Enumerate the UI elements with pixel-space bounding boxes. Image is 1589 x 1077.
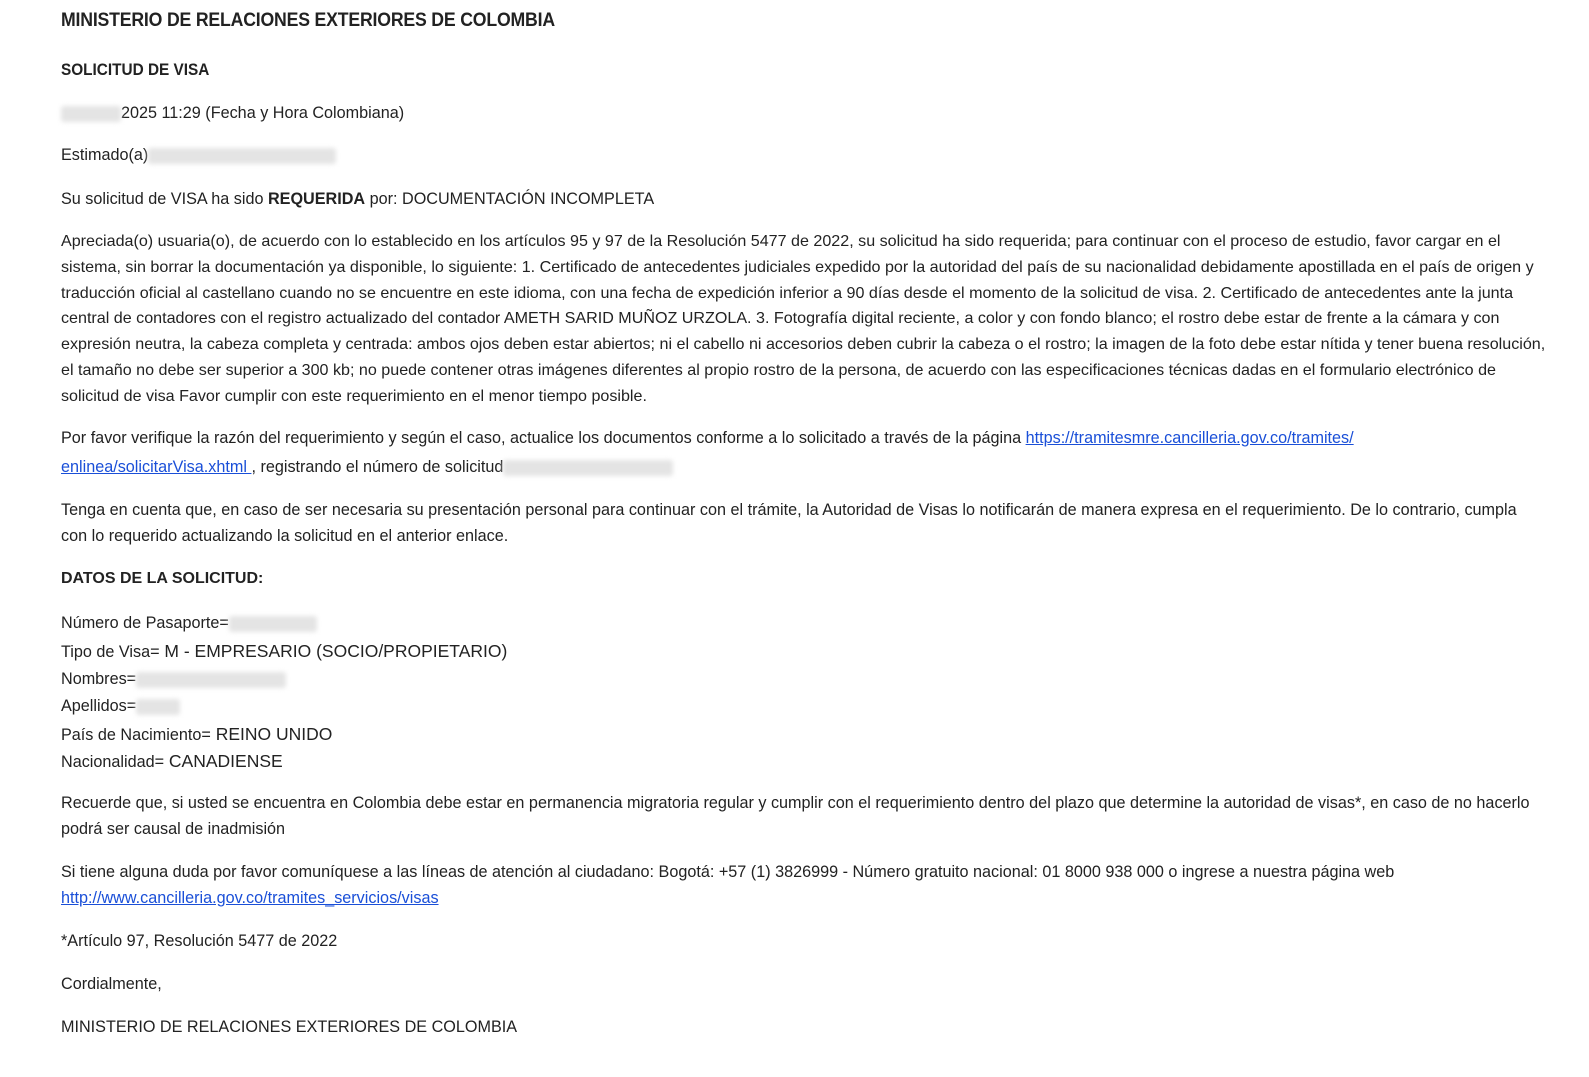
greeting-line [61,142,336,168]
greeting-prefix: Estimado(a) [61,146,149,164]
status-line [61,186,654,212]
names-row [61,666,286,692]
passport-row [61,610,317,636]
verify-line-1 [61,425,1354,451]
presentation-note: Tenga en cuenta que, en caso de ser necesaria su presentación personal para continuar con el trámite, la Autoridad de Visas lo notificarán de manera expresa en el requerimiento. De lo contrario, cumpla con lo requerido actualizando la solicitud en el anterior enlace. [61,501,1517,545]
status-word: REQUERIDA [267,190,366,208]
redacted-names [136,672,286,688]
contact-text: Si tiene alguna duda por favor comuníquese a las líneas de atención al ciudadano: Bogotá: +57 (1) 3826999 - Número gratuito nacional: 01 8000 938 000 o ingrese a nuestra página web [61,863,1395,881]
signature: MINISTERIO DE RELACIONES EXTERIORES DE COLOMBIA [61,1018,518,1036]
redacted-date [61,106,121,122]
visa-type-label: Tipo de Visa= [61,643,160,661]
redacted-recipient-name [148,148,336,164]
birth-country-row [61,721,332,748]
status-suffix: por: DOCUMENTACIÓN INCOMPLETA [365,190,655,208]
redacted-passport [229,616,317,632]
contact-paragraph [61,860,1501,912]
verify-suffix: , registrando el número de solicitud [251,458,504,476]
verify-prefix: Por favor verifique la razón del requerimiento y según el caso, actualice los documentos conforme a lo solicitado a través de la página [61,429,1026,447]
nationality-row [61,748,283,775]
birth-country-value: REINO UNIDO [210,724,333,744]
footnote: *Artículo 97, Resolución 5477 de 2022 [61,932,338,950]
surnames-row [61,693,180,719]
surnames-label: Apellidos= [61,697,137,715]
verify-line-2 [61,454,673,480]
closing: Cordialmente, [61,975,162,993]
birth-country-label: País de Nacimiento= [61,726,211,744]
subject-heading: SOLICITUD DE VISA [61,61,210,79]
date-time-text: 2025 11:29 (Fecha y Hora Colombiana) [121,104,405,122]
requirement-paragraph: Apreciada(o) usuaria(o), de acuerdo con lo establecido en los artículos 95 y 97 de la Resolución 5477 de 2022, su solicitud ha sido requerida; para continuar con el proceso de estudio, favor cargar en el sistema, sin borrar la documentación ya disponible, lo siguiente: 1. Certificado de antecedentes judiciales expedido por la autoridad del país de su nacionalidad debidamente apostillada en el país de origen y traducción oficial al castellano cuando no se encuentre en este idioma, con una fecha de expedición inferior a 90 días desde el momento de la solicitud de visa. 2. Certificado de antecedentes ante la junta central de contadores con el registro actualizado del contador AMETH SARID MUÑOZ URZOLA. 3. Fotografía digital reciente, a color y con fondo blanco; el rostro debe estar de frente a la cámara y con expresión neutra, la cabeza completa y centrada: ambos ojos deben estar abiertos; ni el cabello ni accesorios deben cubrir la cabeza o el rostro; la imagen de la foto debe estar nítida y tener buena resolución, el tamaño no debe ser superior a 300 kb; no puede contener otras imágenes diferentes al propio rostro de la persona, de acuerdo con las especificaciones técnicas dadas en el formulario electrónico de solicitud de visa Favor cumplir con este requerimiento en el menor tiempo posible. [61,232,1546,405]
status-prefix: Su solicitud de VISA ha sido [61,190,268,208]
redacted-surnames [136,699,180,715]
visa-application-link-part2[interactable]: enlinea/solicitarVisa.xhtml [61,458,252,476]
visas-info-link[interactable]: http://www.cancilleria.gov.co/tramites_servicios/visas [61,888,439,907]
reminder-paragraph: Recuerde que, si usted se encuentra en Colombia debe estar en permanencia migratoria regular y cumplir con el requerimiento dentro del plazo que determine la autoridad de visas*, en caso de no hacerlo podrá ser causal de inadmisión [61,794,1530,838]
names-label: Nombres= [61,670,137,688]
visa-type-value: M - EMPRESARIO (SOCIO/PROPIETARIO) [159,641,508,661]
nationality-label: Nacionalidad= [61,753,165,771]
visa-application-link-part1[interactable]: https://tramitesmre.cancilleria.gov.co/tramites/ [1025,429,1354,447]
date-line [61,100,404,126]
ministry-heading: MINISTERIO DE RELACIONES EXTERIORES DE COLOMBIA [61,10,555,31]
redacted-application-number [503,460,673,476]
datos-title: DATOS DE LA SOLICITUD: [61,570,264,587]
passport-label: Número de Pasaporte= [61,614,229,632]
nationality-value: CANADIENSE [164,751,283,771]
visa-type-row [61,638,507,665]
